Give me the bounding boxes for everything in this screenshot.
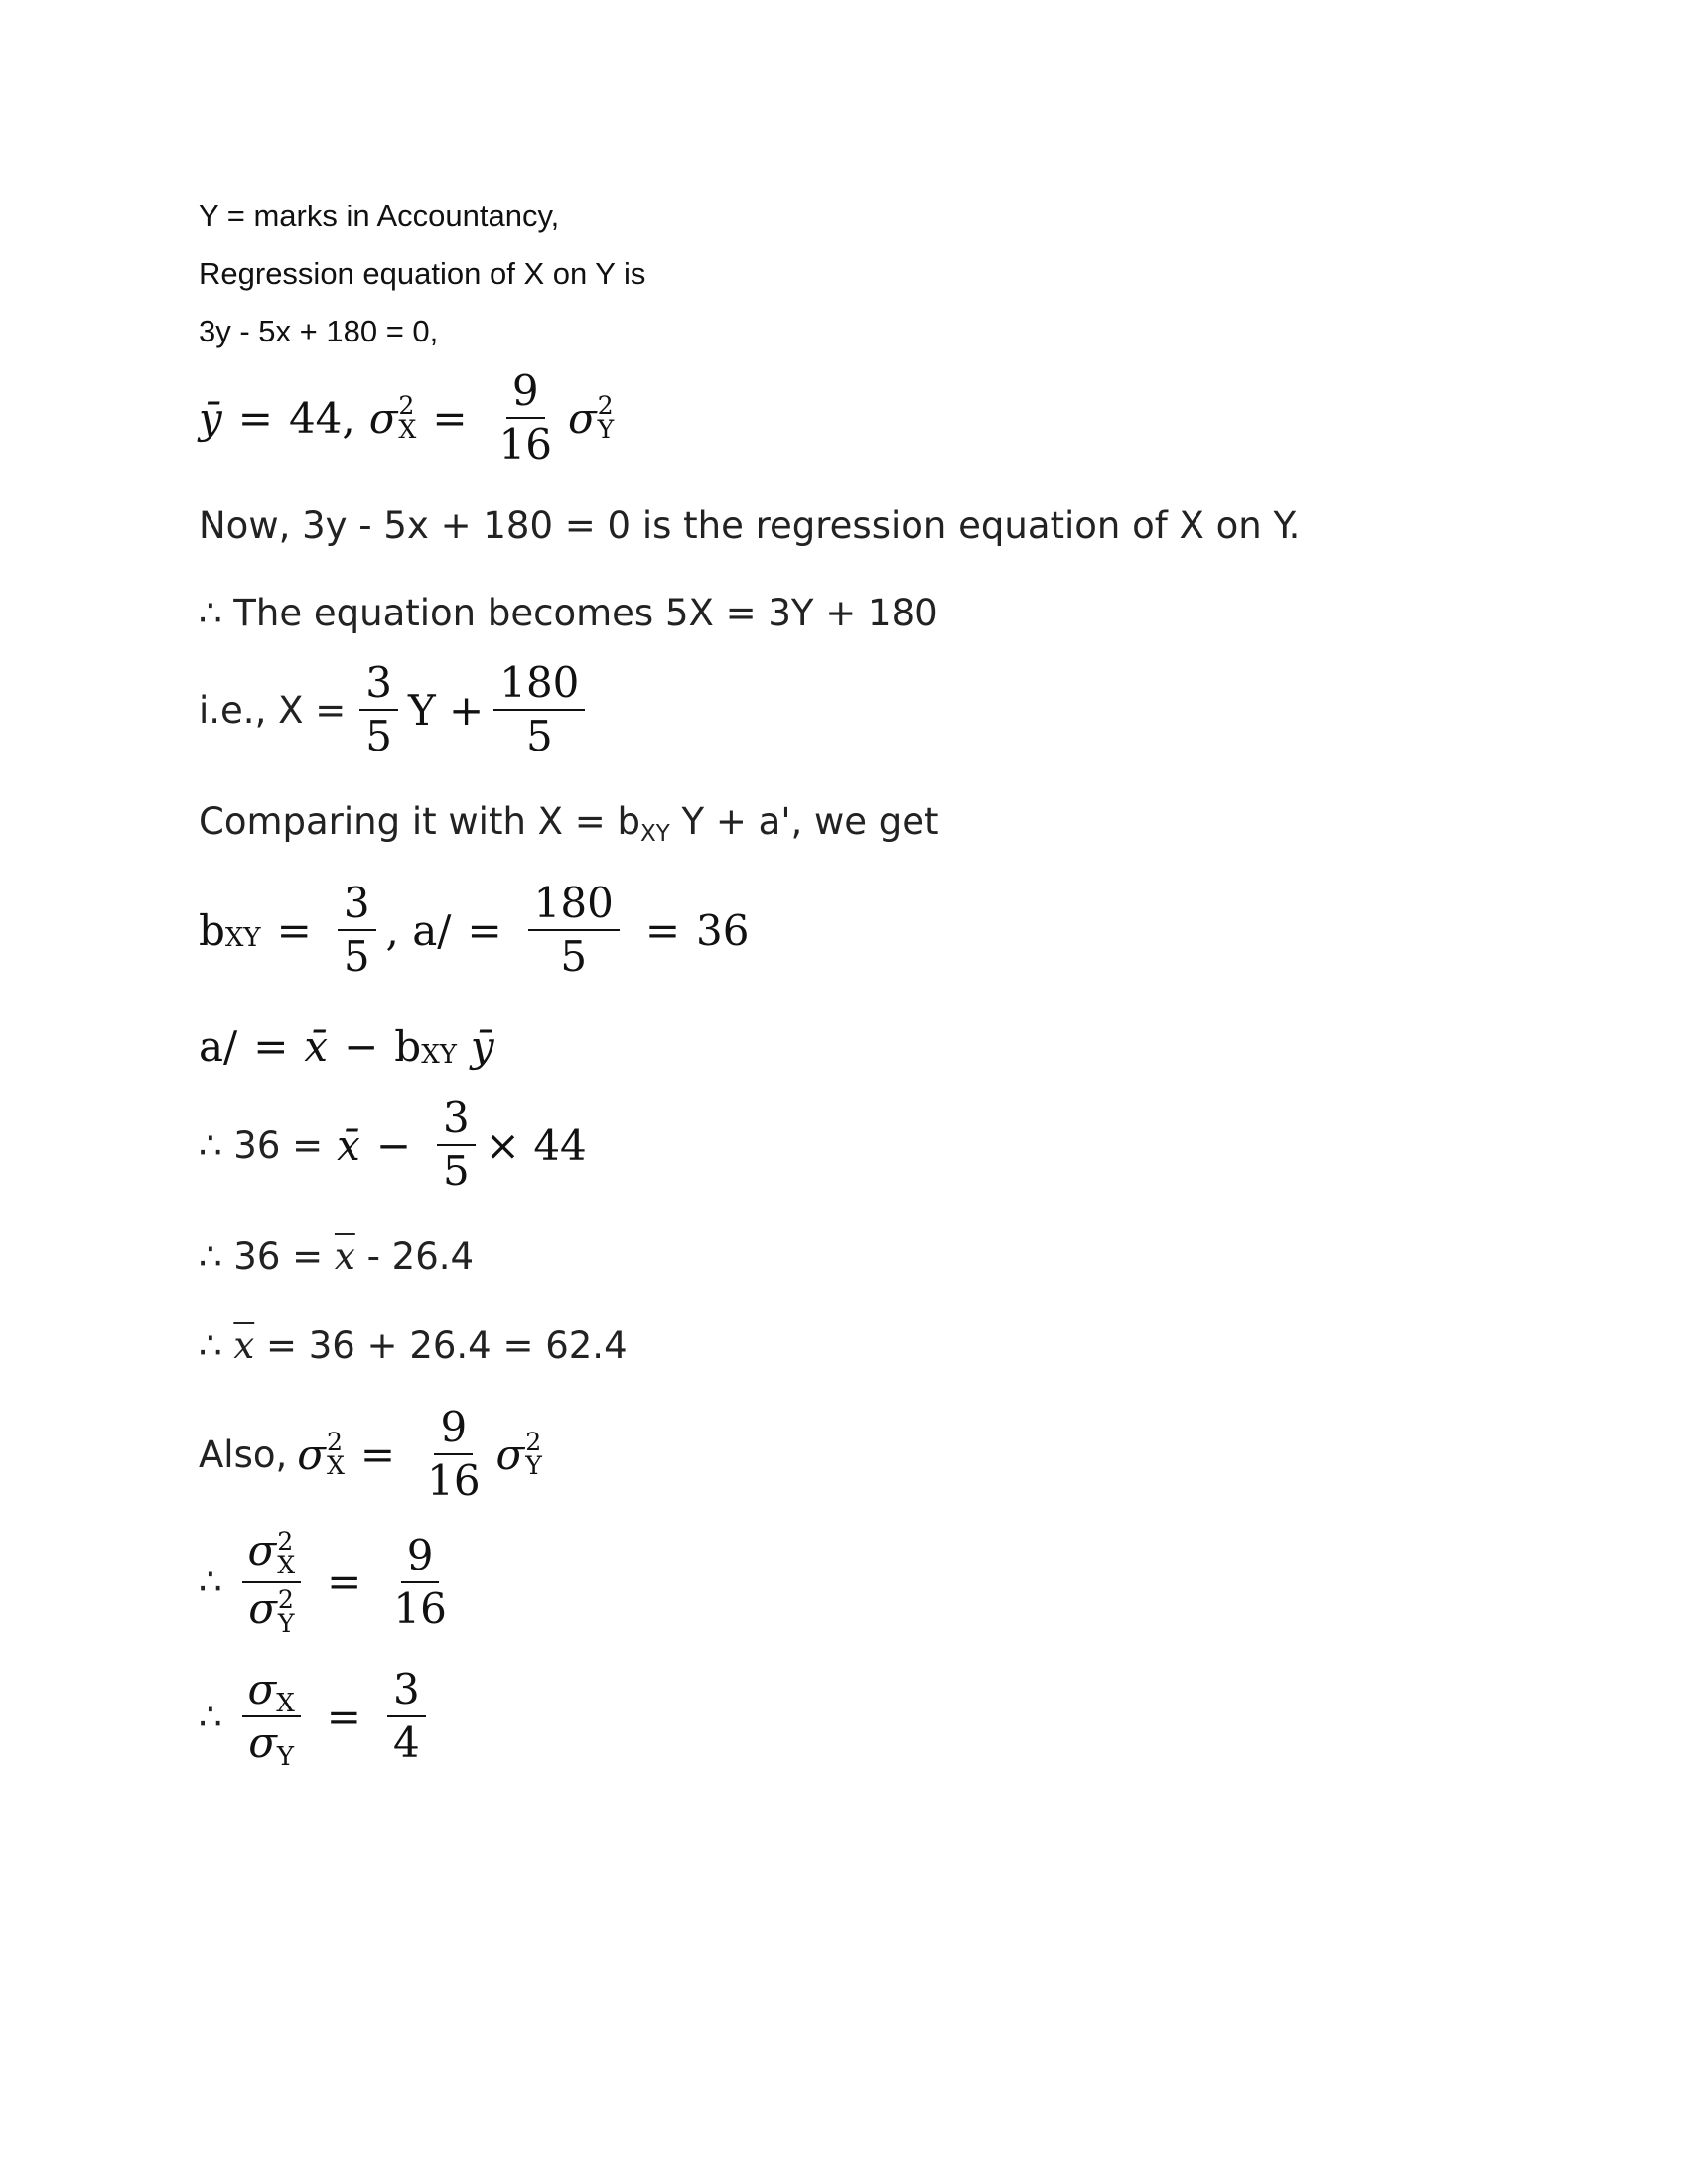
step-3-suffix: = 36 + 26.4 = 62.4: [265, 1324, 628, 1367]
exponent: 2: [597, 391, 614, 421]
numerator: 9: [506, 369, 545, 419]
fraction: [421, 1403, 486, 1506]
numerator: 180: [493, 661, 585, 711]
subscript-xy: XY: [224, 923, 261, 954]
denominator: 4: [392, 1718, 420, 1768]
sup-sub-stack: [525, 1428, 542, 1481]
sup-sub-stack: [597, 391, 615, 445]
denominator: 5: [365, 712, 392, 761]
sigma-symbol: σ: [368, 393, 398, 443]
subscript-y: Y: [277, 1608, 295, 1638]
subscript-xy: XY: [640, 821, 670, 848]
equals-sign: =: [237, 393, 273, 443]
given-equation: [199, 366, 615, 470]
step-1-prefix: ∴ 36 =: [199, 1123, 324, 1166]
sup-sub-stack: [398, 391, 417, 445]
subscript-x: X: [398, 415, 417, 445]
a-prime-symbol: , a/: [385, 905, 452, 955]
now-line: Now, 3y - 5x + 180 = 0 is the regression equation of X on Y.: [199, 504, 1301, 547]
sup-sub-stack: [277, 1585, 295, 1638]
intro-line-2: Regression equation of X on Y is: [199, 256, 646, 291]
fraction: [437, 1093, 476, 1196]
denominator: 16: [393, 1583, 447, 1633]
numerator: 180: [528, 882, 620, 931]
xbar-symbol: x̄: [304, 1023, 329, 1071]
subscript-x: X: [276, 1689, 295, 1719]
sigma-symbol: σ: [495, 1430, 525, 1479]
b-symbol: b: [199, 905, 225, 955]
ratio-equation: [199, 1665, 436, 1773]
subscript-y: Y: [525, 1451, 542, 1481]
ie-prefix: i.e., X =: [199, 688, 347, 732]
denominator: 5: [443, 1147, 470, 1196]
equals-sign: =: [359, 1430, 396, 1479]
sigma-symbol: σ: [568, 393, 597, 443]
denominator: 16: [427, 1456, 481, 1506]
step-1-equation: [199, 1093, 587, 1196]
subscript-x: X: [326, 1451, 345, 1481]
numerator: 3: [338, 882, 376, 931]
bxy-equation: [199, 879, 750, 982]
subscript-y: Y: [276, 1742, 295, 1773]
sigma-symbol: σ: [248, 1583, 277, 1633]
minus-sign: −: [375, 1120, 412, 1169]
ybar-symbol: ȳ: [470, 1023, 494, 1071]
ybar-value: 44,: [288, 393, 355, 443]
compare-post: Y + a', we get: [669, 800, 939, 843]
also-equation: [199, 1403, 542, 1506]
denominator: 5: [560, 932, 588, 982]
equals-sign: =: [276, 905, 312, 955]
therefore-symbol: ∴: [199, 1695, 222, 1738]
ybar-symbol: ȳ: [199, 393, 222, 443]
equals-sign: =: [326, 1692, 361, 1741]
compare-pre: Comparing it with X = b: [199, 800, 641, 843]
equals-sign: =: [644, 905, 681, 955]
subscript-x: X: [277, 1551, 296, 1579]
intro-line-1: Y = marks in Accountancy,: [199, 199, 560, 233]
compare-line: [199, 800, 939, 848]
sigma-symbol: σ: [248, 1718, 277, 1768]
step-2-suffix: - 26.4: [366, 1235, 475, 1278]
exponent: 2: [398, 391, 415, 421]
xbar-symbol: x̄: [337, 1120, 360, 1169]
fraction: [387, 1665, 426, 1768]
denominator: 5: [343, 932, 370, 982]
minus-sign: −: [344, 1023, 379, 1071]
b-symbol: b: [394, 1023, 422, 1071]
fraction: [387, 1530, 452, 1633]
intro-line-3: 3y - 5x + 180 = 0,: [199, 314, 439, 348]
equals-sign: =: [327, 1558, 362, 1607]
also-prefix: Also,: [199, 1433, 288, 1476]
a-equation: [199, 1023, 494, 1071]
fraction: [242, 1526, 302, 1638]
numerator: [242, 1665, 301, 1719]
ie-equation: [199, 658, 595, 761]
equals-sign: =: [253, 1023, 289, 1071]
step-3-line: [199, 1324, 628, 1367]
numerator: 9: [434, 1406, 473, 1455]
numerator: 3: [437, 1096, 476, 1146]
fraction: [528, 879, 620, 982]
numerator: [242, 1526, 302, 1583]
sup-sub-stack: [277, 1527, 296, 1579]
fraction: [493, 658, 585, 761]
xbar-symbol: $\overline{x}$: [233, 1324, 255, 1367]
fraction: [242, 1665, 301, 1773]
exponent: 2: [525, 1428, 542, 1457]
exponent: 2: [277, 1527, 294, 1557]
xbar-symbol: $\overline{x}$: [334, 1235, 355, 1278]
numerator: 3: [387, 1668, 426, 1717]
subscript-xy: XY: [421, 1039, 457, 1070]
fraction: [493, 366, 558, 470]
equals-sign: =: [467, 905, 502, 955]
denominator: [242, 1583, 300, 1636]
denominator: [242, 1717, 300, 1773]
times-44: × 44: [485, 1120, 587, 1169]
fraction: [359, 658, 398, 761]
ratio-squared-equation: [199, 1526, 463, 1638]
exponent: 2: [277, 1585, 294, 1614]
denominator: 16: [498, 420, 552, 470]
step-2-prefix: ∴ 36 =: [199, 1235, 324, 1278]
equals-sign: =: [432, 393, 468, 443]
fraction: [338, 879, 376, 982]
numerator: 3: [359, 661, 398, 711]
therefore-symbol: ∴: [199, 1561, 222, 1604]
numerator: 9: [401, 1534, 440, 1583]
therefore-symbol: ∴: [199, 1324, 222, 1367]
a-prime-symbol: a/: [199, 1023, 238, 1071]
ie-mid: Y +: [407, 685, 485, 735]
sigma-symbol: σ: [247, 1665, 277, 1713]
sigma-symbol: σ: [297, 1430, 326, 1479]
sigma-symbol: σ: [247, 1526, 277, 1574]
result-value: 36: [696, 905, 750, 955]
denominator: 5: [525, 712, 553, 761]
step-2-line: [199, 1235, 474, 1278]
becomes-line: ∴ The equation becomes 5X = 3Y + 180: [199, 592, 938, 634]
exponent: 2: [326, 1428, 343, 1457]
sup-sub-stack: [326, 1428, 345, 1481]
subscript-y: Y: [597, 415, 615, 445]
